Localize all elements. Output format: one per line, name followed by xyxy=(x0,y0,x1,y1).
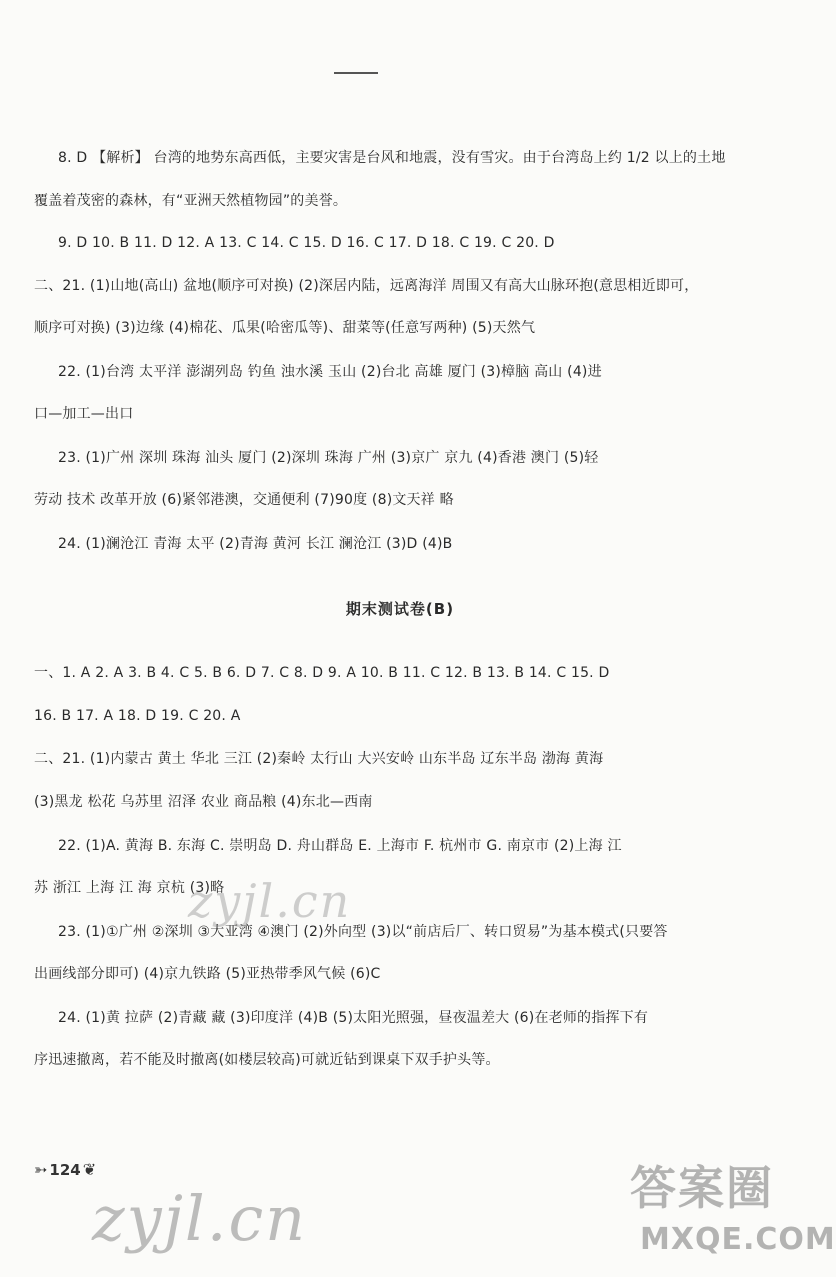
page-number xyxy=(34,1160,96,1179)
logo-title: 答案圈 xyxy=(630,1161,774,1215)
header-rule xyxy=(334,72,378,74)
site-logo xyxy=(630,1152,836,1267)
answer-line-b-16-20: 16. B 17. A 18. D 19. C 20. A xyxy=(34,708,241,724)
answer-line-b-21-cont: (3)黑龙 松花 乌苏里 沼泽 农业 商品粮 (4)东北—西南 xyxy=(34,794,373,810)
answer-line-b-22: 22. (1)A. 黄海 B. 东海 C. 崇明岛 D. 舟山群岛 E. 上海市 F. 杭州市 G. 南京市 (2)上海 江 xyxy=(58,838,622,854)
answer-line-21-cont: 顺序可对换) (3)边缘 (4)棉花、瓜果(哈密瓜等)、甜菜等(任意写两种) (5)天然气 xyxy=(34,320,536,336)
section-title: 期末测试卷(B) xyxy=(345,600,455,618)
answer-line-24: 24. (1)澜沧江 青海 太平 (2)青海 黄河 长江 澜沧江 (3)D (4)B xyxy=(58,536,453,552)
answer-line-21: 二、21. (1)山地(高山) 盆地(顺序可对换) (2)深居内陆，远离海洋 周围又有高大山脉环抱(意思相近即可， xyxy=(34,278,699,294)
logo-url: MXQE.COM xyxy=(640,1222,836,1257)
answer-line-b-23: 23. (1)①广州 ②深圳 ③大亚湾 ④澳门 (2)外向型 (3)以“前店后厂、转口贸易”为基本模式(只要答 xyxy=(58,924,668,940)
answer-line-b-1-15: 一、1. A 2. A 3. B 4. C 5. B 6. D 7. C 8. D 9. A 10. B 11. C 12. B 13. B 14. C 15. D xyxy=(34,665,610,681)
answer-line-8: 8. D 【解析】 台湾的地势东高西低，主要灾害是台风和地震，没有雪灾。由于台湾岛上约 1/2 以上的土地 xyxy=(58,150,726,166)
answer-line-b-22-cont: 苏 浙江 上海 江 海 京杭 (3)略 xyxy=(34,880,225,896)
watermark-footer: zyjl.cn xyxy=(92,1182,308,1255)
answer-line-23: 23. (1)广州 深圳 珠海 汕头 厦门 (2)深圳 珠海 广州 (3)京广 京九 (4)香港 澳门 (5)轻 xyxy=(58,450,599,466)
answer-line-9-20: 9. D 10. B 11. D 12. A 13. C 14. C 15. D 16. C 17. D 18. C 19. C 20. D xyxy=(58,235,555,251)
answer-line-8-cont: 覆盖着茂密的森林，有“亚洲天然植物园”的美誉。 xyxy=(34,193,348,209)
answer-line-23-cont: 劳动 技术 改革开放 (6)紧邻港澳，交通便利 (7)90度 (8)文天祥 略 xyxy=(34,492,454,508)
answer-line-b-24: 24. (1)黄 拉萨 (2)青藏 藏 (3)印度洋 (4)B (5)太阳光照强，昼夜温差大 (6)在老师的指挥下有 xyxy=(58,1010,649,1026)
answer-line-22-cont: 口—加工—出口 xyxy=(34,406,134,422)
answer-line-b-23-cont: 出画线部分即可) (4)京九铁路 (5)亚热带季风气候 (6)C xyxy=(34,966,381,982)
ornament-left-icon: ➳ xyxy=(34,1160,48,1179)
answer-line-b-24-cont: 序迅速撤离，若不能及时撤离(如楼层较高)可就近钻到课桌下双手护头等。 xyxy=(34,1052,500,1068)
page-number-value: 124 xyxy=(49,1160,81,1179)
answer-line-22: 22. (1)台湾 太平洋 澎湖列岛 钓鱼 浊水溪 玉山 (2)台北 高雄 厦门 (3)樟脑 高山 (4)进 xyxy=(58,364,602,380)
answer-line-b-21: 二、21. (1)内蒙古 黄土 华北 三江 (2)秦岭 太行山 大兴安岭 山东半岛 辽东半岛 渤海 黄海 xyxy=(34,751,604,767)
watermark-middle: zyjl.cn xyxy=(188,874,352,928)
ornament-right-icon: ❦ xyxy=(82,1160,97,1179)
